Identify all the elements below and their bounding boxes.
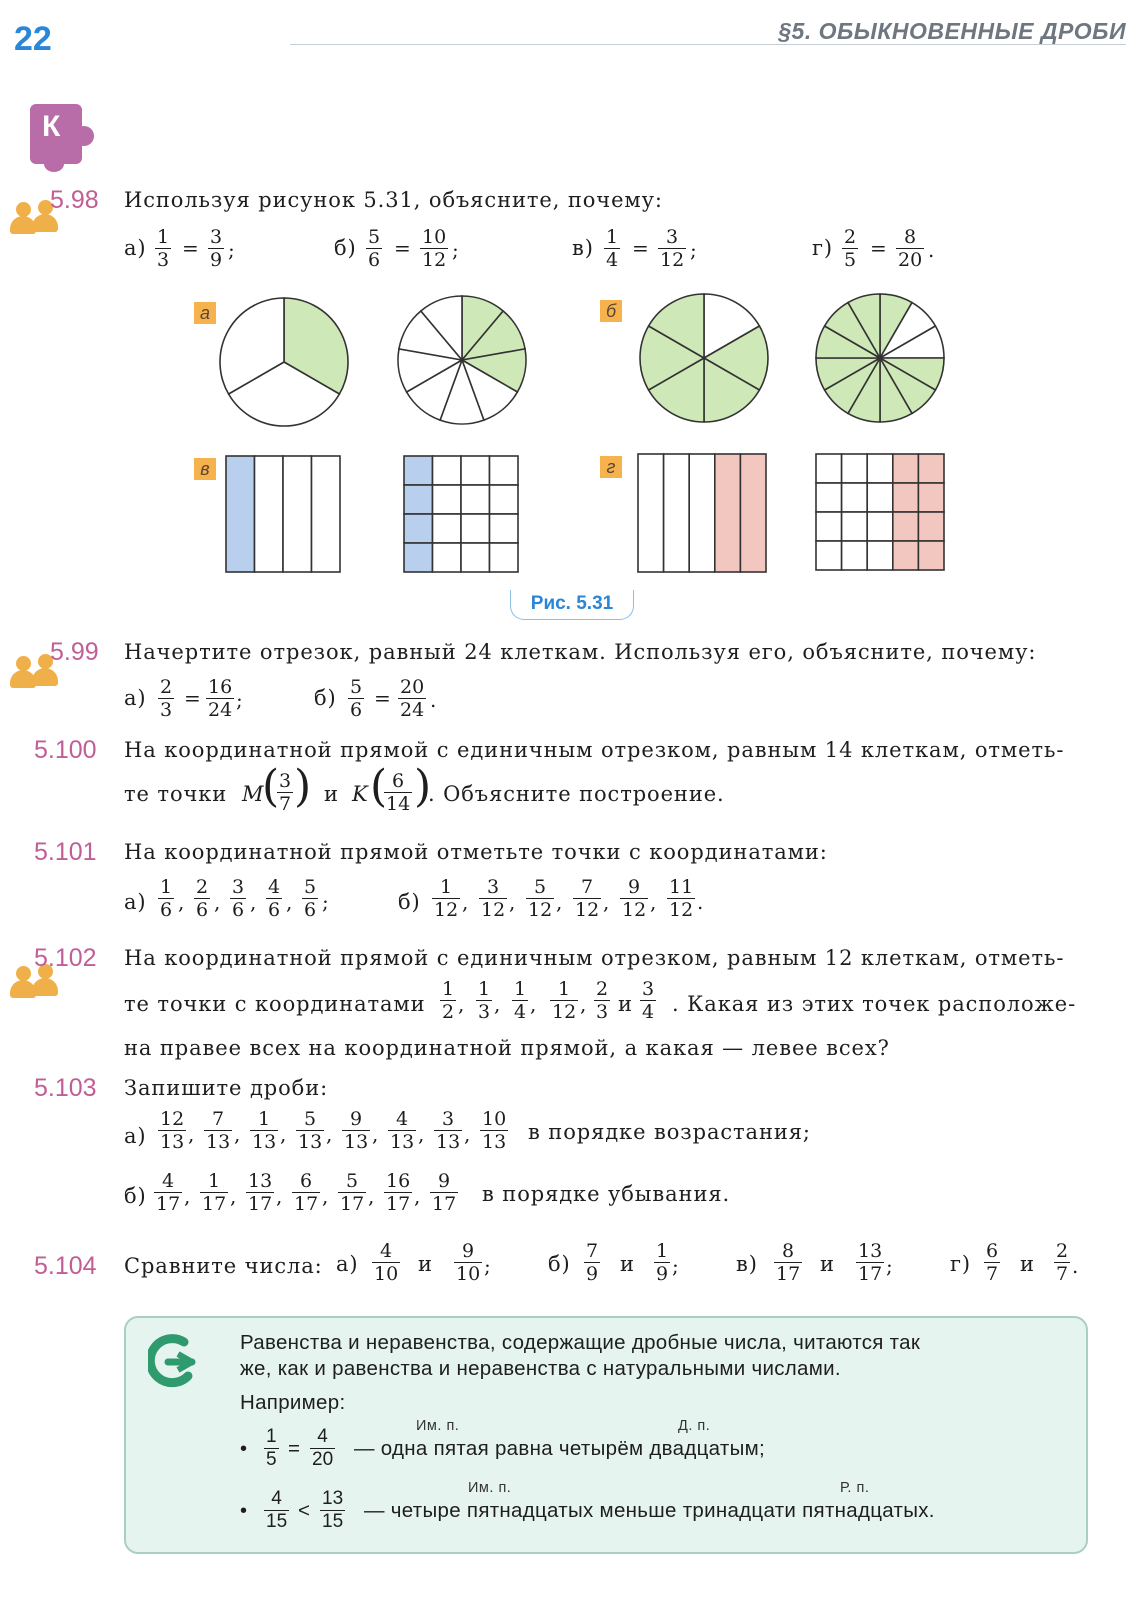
- item-label-v: в): [572, 236, 594, 260]
- separator: ,: [372, 1122, 379, 1146]
- note-example-1-text: — одна пятая равна четырём двадцатым;: [354, 1437, 765, 1460]
- fraction: 10 13: [482, 1108, 507, 1153]
- grid-cell: [461, 456, 490, 485]
- fraction-list: [440, 978, 690, 1028]
- separator: ,: [650, 890, 657, 914]
- fraction: 2 7: [1056, 1240, 1069, 1285]
- figure-tag-b: б: [600, 300, 622, 322]
- fraction: 8 20: [898, 226, 923, 271]
- conj-and: и: [820, 1252, 835, 1276]
- equals-sign: =: [374, 686, 391, 710]
- fraction: 7 12: [575, 876, 600, 921]
- fraction: 3 12: [660, 226, 685, 271]
- conj-and: и: [620, 1252, 635, 1276]
- fraction: 2 3: [160, 676, 173, 721]
- fraction: 1 3: [157, 226, 170, 271]
- grid-cell: [893, 454, 919, 483]
- grid-cell: [490, 514, 519, 543]
- paren-close: ): [414, 761, 432, 812]
- fraction: 1 13: [252, 1108, 277, 1153]
- fraction-list-a: [158, 876, 358, 926]
- grid-cell: [816, 512, 842, 541]
- fraction: 20 24: [400, 676, 425, 721]
- fraction: 1 4: [514, 978, 527, 1023]
- grid-cell: [918, 541, 944, 570]
- figure-tag-v: в: [194, 458, 216, 480]
- problem-number-5-98: 5.98: [50, 186, 99, 214]
- fraction: 6 14: [386, 770, 411, 815]
- item-label-a: а): [124, 890, 147, 914]
- problem-5-100-line2b: . Объясните построение.: [428, 782, 725, 806]
- fraction: 1 9: [656, 1240, 669, 1285]
- grid-cell: [918, 512, 944, 541]
- punct: ;: [690, 238, 697, 262]
- fraction: 11 12: [669, 876, 694, 921]
- grid-cell: [433, 514, 462, 543]
- fraction: 1 12: [434, 876, 459, 921]
- grid-cell: [893, 512, 919, 541]
- conj-and: и: [1020, 1252, 1035, 1276]
- fraction: 1 2: [442, 978, 455, 1023]
- equals-sign: =: [394, 236, 411, 260]
- separator: ,: [326, 1122, 333, 1146]
- grid-cell: [842, 454, 868, 483]
- separator: ,: [178, 890, 185, 914]
- punct: ;: [236, 688, 243, 712]
- grid-cell: [867, 483, 893, 512]
- grid-cell: [918, 483, 944, 512]
- fraction: 3 9: [210, 226, 223, 271]
- fraction: 2 3: [596, 978, 609, 1023]
- item-label-a: а): [124, 236, 147, 260]
- separator: ,: [458, 992, 465, 1016]
- fraction: 16 17: [386, 1170, 411, 1215]
- punct: ;: [886, 1254, 893, 1278]
- page-number: 22: [14, 20, 52, 58]
- separator: ,: [214, 890, 221, 914]
- figure-5-31: [0, 0, 1146, 640]
- punct: ;: [484, 1254, 491, 1278]
- problem-5-100-line2a: те точки: [124, 782, 228, 806]
- note-example-2-text: — четыре пятнадцатых меньше тринадцати пятнадцатых.: [364, 1499, 935, 1522]
- grid-cell: [461, 485, 490, 514]
- separator: ,: [462, 890, 469, 914]
- punct: .: [928, 238, 935, 262]
- fraction: 13 17: [858, 1240, 883, 1285]
- problem-5-103-text: Запишите дроби:: [124, 1076, 329, 1100]
- fraction: 4 20: [312, 1426, 334, 1470]
- equals-sign: =: [288, 1437, 301, 1460]
- fraction: 5 12: [528, 876, 553, 921]
- less-than-sign: <: [298, 1499, 311, 1522]
- equals-sign: =: [870, 236, 887, 260]
- fraction-list-b: [154, 1170, 474, 1220]
- fraction: 9 12: [622, 876, 647, 921]
- separator: ;: [322, 890, 329, 914]
- grid-cell: [842, 512, 868, 541]
- fraction: 9 10: [456, 1240, 481, 1285]
- separator: ,: [276, 1184, 283, 1208]
- item-label-a: а): [336, 1252, 359, 1276]
- punct: ;: [228, 238, 235, 262]
- grid-cell: [255, 456, 284, 572]
- separator: ,: [368, 1184, 375, 1208]
- fraction: 6 7: [986, 1240, 999, 1285]
- fraction: 1 5: [266, 1426, 277, 1470]
- grid-cell: [433, 485, 462, 514]
- punct: ;: [672, 1254, 679, 1278]
- bullet: •: [240, 1438, 248, 1460]
- section-title: §5. ОБЫКНОВЕННЫЕ ДРОБИ: [778, 18, 1126, 44]
- problem-5-99-text: Начертите отрезок, равный 24 клеткам. Используя его, объясните, почему:: [124, 640, 1037, 664]
- paren-open: (: [262, 761, 280, 812]
- conj-and: и: [618, 992, 633, 1016]
- fraction-list-b: [432, 876, 732, 926]
- problem-5-103-b-text: в порядке убывания.: [482, 1182, 731, 1206]
- grid-cell: [689, 454, 715, 572]
- item-label-g: г): [812, 236, 833, 260]
- figure-caption: Рис. 5.31: [510, 590, 634, 620]
- separator: ,: [234, 1122, 241, 1146]
- fraction: 3 7: [279, 770, 292, 815]
- fraction: 2 5: [844, 226, 857, 271]
- separator: ,: [286, 890, 293, 914]
- separator: ,: [280, 1122, 287, 1146]
- problem-5-102-line2a: те точки с координатами: [124, 992, 426, 1016]
- fraction: 4 10: [374, 1240, 399, 1285]
- equals-sign: =: [632, 236, 649, 260]
- separator: ,: [250, 890, 257, 914]
- fraction: 10 12: [422, 226, 447, 271]
- case-label: Им. п.: [468, 1480, 512, 1496]
- fraction: 1 3: [478, 978, 491, 1023]
- separator: ,: [530, 992, 537, 1016]
- grid-cell: [283, 456, 312, 572]
- figure-tag-g: г: [600, 456, 622, 478]
- problem-5-101-text: На координатной прямой отметьте точки с координатами:: [124, 840, 828, 864]
- punct: .: [1072, 1254, 1079, 1278]
- separator: ,: [414, 1184, 421, 1208]
- fraction: 7 9: [586, 1240, 599, 1285]
- separator: ,: [464, 1122, 471, 1146]
- grid-cell: [740, 454, 766, 572]
- separator: ,: [322, 1184, 329, 1208]
- fraction: 4 6: [268, 876, 281, 921]
- fraction: 1 17: [202, 1170, 227, 1215]
- point-k-label: K: [352, 782, 369, 806]
- problem-5-103-a-text: в порядке возрастания;: [528, 1120, 811, 1144]
- item-label-a: а): [124, 1124, 147, 1148]
- grid-cell: [867, 541, 893, 570]
- problem-5-102-line3: на правее всех на координатной прямой, а какая — левее всех?: [124, 1036, 890, 1060]
- grid-cell: [816, 454, 842, 483]
- separator: ,: [230, 1184, 237, 1208]
- case-label: Р. п.: [840, 1480, 870, 1496]
- fraction: 13 17: [248, 1170, 273, 1215]
- grid-cell: [433, 456, 462, 485]
- bullet: •: [240, 1500, 248, 1522]
- separator: ,: [580, 992, 587, 1016]
- item-label-b: б): [334, 236, 357, 260]
- item-label-b: б): [124, 1184, 147, 1208]
- grid-cell: [816, 483, 842, 512]
- paren-open: (: [370, 761, 388, 812]
- item-label-b: б): [548, 1252, 571, 1276]
- item-label-b: б): [398, 890, 421, 914]
- fraction: 5 6: [368, 226, 381, 271]
- grid-cell: [404, 514, 433, 543]
- fraction: 3 4: [642, 978, 655, 1023]
- case-label: Д. п.: [678, 1418, 711, 1434]
- case-label: Им. п.: [416, 1418, 460, 1434]
- separator: .: [697, 890, 704, 914]
- item-label-a: а): [124, 686, 147, 710]
- separator: ,: [418, 1122, 425, 1146]
- fraction: 8 17: [776, 1240, 801, 1285]
- grid-cell: [226, 456, 255, 572]
- fraction-list-a: [158, 1108, 518, 1158]
- fraction: 3 6: [232, 876, 245, 921]
- separator: ,: [188, 1122, 195, 1146]
- grid-cell: [842, 483, 868, 512]
- fraction: 1 4: [606, 226, 619, 271]
- fraction: 4 17: [156, 1170, 181, 1215]
- problem-number-5-100: 5.100: [34, 736, 97, 764]
- fraction: 5 13: [298, 1108, 323, 1153]
- figure-tag-a: а: [194, 302, 216, 324]
- problem-5-98-text: Используя рисунок 5.31, объясните, почему:: [124, 188, 663, 212]
- equals-sign: =: [184, 686, 201, 710]
- item-label-v: в): [736, 1252, 758, 1276]
- paren-close: ): [294, 761, 312, 812]
- fraction: 5 17: [340, 1170, 365, 1215]
- grid-cell: [842, 541, 868, 570]
- problem-number-5-99: 5.99: [50, 638, 99, 666]
- grid-cell: [893, 483, 919, 512]
- punct: .: [430, 688, 437, 712]
- separator: ,: [509, 890, 516, 914]
- separator: ,: [184, 1184, 191, 1208]
- problem-5-100-line1: На координатной прямой с единичным отрезком, равным 14 клеткам, отметь-: [124, 738, 1065, 762]
- speech-icon: [148, 1334, 200, 1390]
- fraction: 5 6: [350, 676, 363, 721]
- fraction: 13 15: [322, 1488, 344, 1532]
- grid-cell: [404, 485, 433, 514]
- badge-letter: К: [42, 110, 61, 143]
- problem-5-102-line1: На координатной прямой с единичным отрезком, равным 12 клеткам, отметь-: [124, 946, 1065, 970]
- fraction-circles: [220, 294, 944, 426]
- item-label-g: г): [950, 1252, 971, 1276]
- conj-and: и: [324, 782, 339, 806]
- fraction: 6 17: [294, 1170, 319, 1215]
- fraction: 9 17: [432, 1170, 457, 1215]
- problem-number-5-102: 5.102: [34, 944, 97, 972]
- grid-cell: [490, 543, 519, 572]
- fraction: 5 6: [304, 876, 317, 921]
- grid-cell: [715, 454, 741, 572]
- conj-and: и: [418, 1252, 433, 1276]
- problem-5-104-text: Сравните числа:: [124, 1254, 323, 1278]
- grid-cell: [461, 514, 490, 543]
- separator: ,: [494, 992, 501, 1016]
- separator: ,: [556, 890, 563, 914]
- grid-cell: [867, 512, 893, 541]
- fraction: 1 6: [160, 876, 173, 921]
- problem-number-5-101: 5.101: [34, 838, 97, 866]
- grid-cell: [816, 541, 842, 570]
- grid-cell: [433, 543, 462, 572]
- fraction: 2 6: [196, 876, 209, 921]
- grid-cell: [490, 485, 519, 514]
- equals-sign: =: [182, 236, 199, 260]
- separator: ,: [603, 890, 610, 914]
- grid-cell: [404, 456, 433, 485]
- grid-cell: [893, 541, 919, 570]
- grid-cell: [664, 454, 690, 572]
- fraction: 4 13: [390, 1108, 415, 1153]
- fraction: 16 24: [208, 676, 233, 721]
- grid-cell: [638, 454, 664, 572]
- problem-number-5-103: 5.103: [34, 1074, 97, 1102]
- fraction: 7 13: [206, 1108, 231, 1153]
- item-label-b: б): [314, 686, 337, 710]
- problem-5-102-line2b: . Какая из этих точек расположе-: [672, 992, 1077, 1016]
- fraction: 4 15: [266, 1488, 288, 1532]
- grid-cell: [918, 454, 944, 483]
- fraction: 3 12: [481, 876, 506, 921]
- fraction: 12 13: [160, 1108, 185, 1153]
- grid-cell: [312, 456, 341, 572]
- grid-cell: [461, 543, 490, 572]
- grid-cell: [867, 454, 893, 483]
- punct: ;: [452, 238, 459, 262]
- problem-number-5-104: 5.104: [34, 1252, 97, 1280]
- fraction: 9 13: [344, 1108, 369, 1153]
- note-line-2: же, как и равенства и неравенства с натуральными числами.: [240, 1357, 841, 1380]
- grid-cell: [404, 543, 433, 572]
- point-m-label: M: [242, 782, 265, 806]
- note-line-1: Равенства и неравенства, содержащие дробные числа, читаются так: [240, 1331, 921, 1354]
- grid-cell: [490, 456, 519, 485]
- fraction: 1 12: [552, 978, 577, 1023]
- note-example-label: Например:: [240, 1391, 346, 1414]
- fraction-rectangles: [226, 454, 944, 572]
- fraction: 3 13: [436, 1108, 461, 1153]
